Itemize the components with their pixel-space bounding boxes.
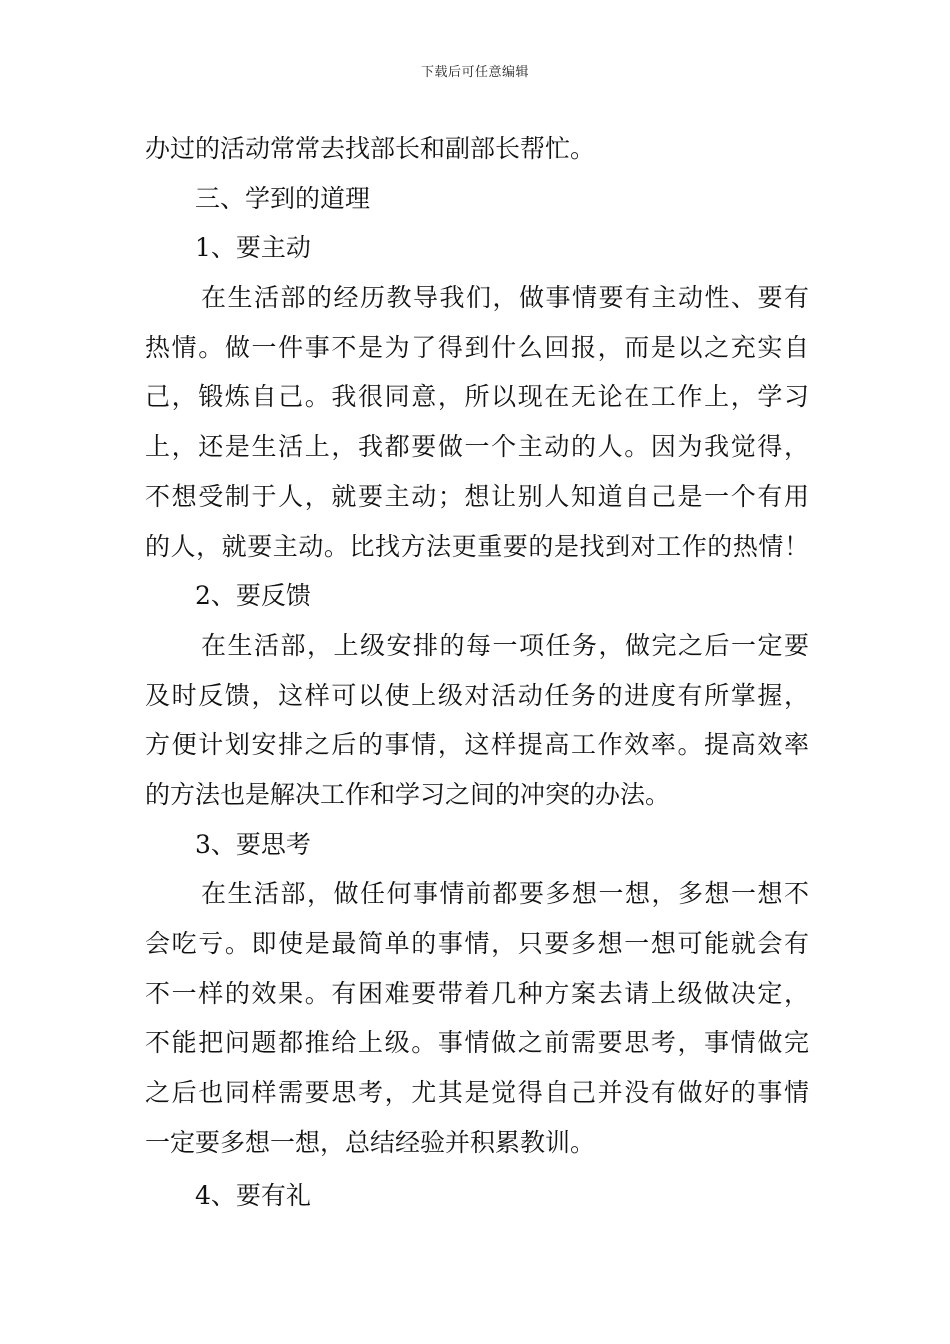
document-body xyxy=(145,124,809,1221)
paragraph-line: 的方法也是解决工作和学习之间的冲突的办法。 xyxy=(145,779,671,809)
paragraph-line: 在生活部的经历教导我们，做事情要有主动性、要有 xyxy=(201,283,809,313)
paragraph-line: 不能把问题都推给上级。事情做之前需要思考，事情做完 xyxy=(145,1028,809,1058)
paragraph-line: 在生活部，上级安排的每一项任务，做完之后一定要 xyxy=(201,630,809,660)
paragraph-line: 不一样的效果。有困难要带着几种方案去请上级做决定， xyxy=(145,978,809,1008)
paragraph-line: 的人，就要主动。比找方法更重要的是找到对工作的热情！ xyxy=(145,531,809,561)
paragraph-line: 上，还是生活上，我都要做一个主动的人。因为我觉得， xyxy=(145,432,809,462)
section-title: 三、学到的道理 xyxy=(195,183,371,213)
paragraph-line: 己，锻炼自己。我很同意，所以现在无论在工作上，学习 xyxy=(145,382,809,412)
paragraph-line: 会吃亏。即使是最简单的事情，只要多想一想可能就会有 xyxy=(145,929,809,958)
paragraph-line: 及时反馈，这样可以使上级对活动任务的进度有所掌握， xyxy=(145,680,809,710)
paragraph-line: 一定要多想一想，总结经验并积累教训。 xyxy=(145,1127,596,1157)
item-heading-2: 2、要反馈 xyxy=(195,581,311,611)
page-header: 下载后可任意编辑 xyxy=(420,65,529,80)
paragraph-line: 热情。做一件事不是为了得到什么回报，而是以之充实自 xyxy=(145,332,809,362)
item-heading-3: 3、要思考 xyxy=(195,829,311,859)
continuation-line: 办过的活动常常去找部长和副部长帮忙。 xyxy=(145,134,596,163)
item-heading-1: 1、要主动 xyxy=(195,233,311,263)
paragraph-line: 方便计划安排之后的事情，这样提高工作效率。提高效率 xyxy=(145,730,809,760)
paragraph-line: 不想受制于人，就要主动；想让别人知道自己是一个有用 xyxy=(145,481,809,511)
paragraph-line: 之后也同样需要思考，尤其是觉得自己并没有做好的事情 xyxy=(145,1078,809,1108)
paragraph-line: 在生活部，做任何事情前都要多想一想，多想一想不 xyxy=(201,879,809,909)
item-heading-4: 4、要有礼 xyxy=(195,1181,311,1211)
